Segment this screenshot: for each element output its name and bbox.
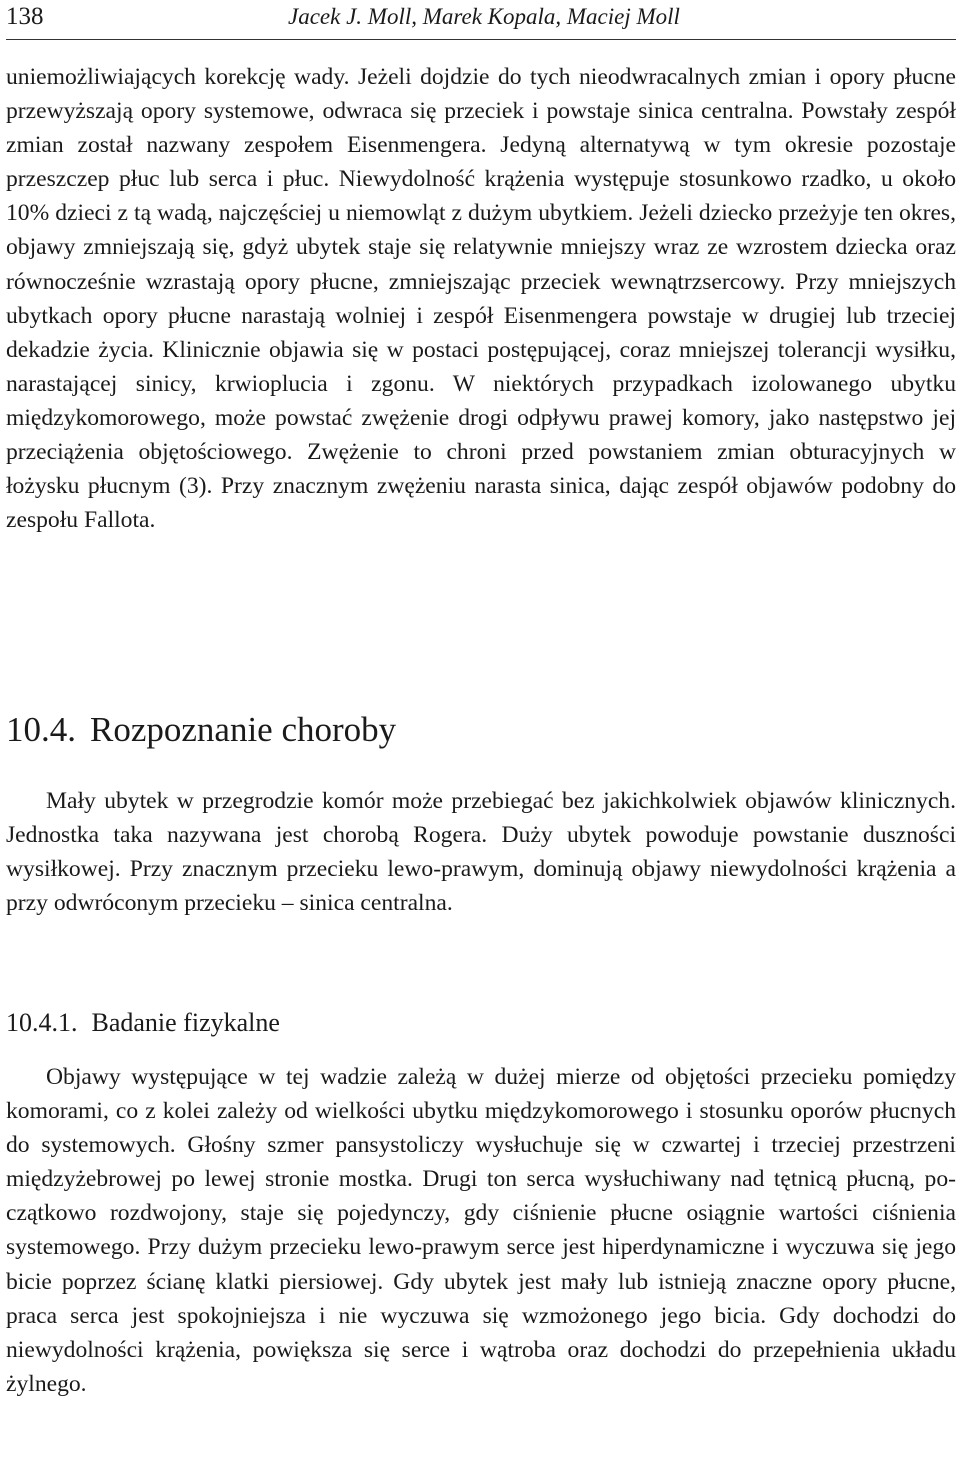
body-paragraph-1 xyxy=(6,60,956,537)
subsection-title: Badanie fizykalne xyxy=(91,1008,280,1037)
paragraph-text: Objawy występujące w tej wadzie zależą w dużej mierze od objętości przecieku pomiędzy komorami, co z kolei zależy od wielkości ubytku międzykomorowego i stosunku oporów płucnych do systemowych. Głośny szmer pansystoliczy wysłuchuje się w czwartej i trzeciej przestrzeni międzyżebrowej po lewej stronie mostka. Drugi ton serca wysłuchiwany nad tętnicą płucną, początkowo rozdwojony, staje się pojedynczy, gdy ciśnienie płucne osiągnie wartości ciśnienia systemowego. Przy dużym przecieku lewo-prawym serce jest hiperdynamiczne i wyczuwa się jego bicie poprzez ścianę klatki piersiowej. Gdy ubytek jest mały lub istnieją znaczne opory płucne, praca serca jest spokojniejsza i nie wyczuwa się wzmożonego jego bicia. Gdy dochodzi do niewydolności krążenia, powiększa się serce i wątroba oraz dochodzi do przepełnienia układu żylnego. xyxy=(6,1064,956,1397)
page-number: 138 xyxy=(6,3,44,30)
paragraph-text: uniemożliwiających korekcję wady. Jeżeli dojdzie do tych nieodwracalnych zmian i opory płucne przewyższają opory systemowe, odwraca się przeciek i powstaje sinica centralna. Powstały zespół zmian został nazwany zespołem Eisenmengera. Jedyną alternatywą w tym okresie pozostaje przeszczep płuc lub serca i płuc. Niewydolność krążenia występuje stosunkowo rzadko, u około 10% dzieci z tą wadą, najczęściej u niemowląt z dużym ubytkiem. Jeżeli dziecko przeżyje ten okres, objawy zmniejszają się, gdyż ubytek staje się relatywnie mniejszy wraz ze wzrostem dziecka oraz równocześnie wzrastają opory płucne, zmniejszając przeciek wewnątrzsercowy. Przy mniejszych ubytkach opory płucne narastają wolniej i zespół Eisenmengera powstaje w drugiej lub trzeciej dekadzie życia. Klinicznie objawia się w postaci postępującej, coraz mniejszej tolerancji wysiłku, narastającej sinicy, krwioplucia i zgonu. W niektórych przypadkach izolowanego ubytku międzykomorowego, może powstać zwężenie drogi odpływu prawej komory, jako następstwo jej przeciążenia objętościowego. Zwężenie to chroni przed powstaniem zmian obturacyjnych w łożysku płucnym (3). Przy znacznym zwężeniu narasta sinica, dając zespół objawów podobny do zespołu Fallota. xyxy=(6,64,956,534)
paragraph-text: Mały ubytek w przegrodzie komór może przebiegać bez jakichkolwiek objawów klinicznych. Jednostka taka nazywana jest chorobą Rogera. Duży ubytek powoduje powstanie duszności wysiłkowej. Przy znacznym przecieku lewo-prawym, dominują objawy niewydolności krążenia a przy odwróconym przecieku – sinica centralna. xyxy=(6,788,956,917)
section-title: Rozpoznanie choroby xyxy=(90,710,397,749)
running-header xyxy=(6,0,956,34)
section-number: 10.4. xyxy=(6,710,76,749)
body-paragraph-3 xyxy=(6,1060,956,1401)
header-rule xyxy=(6,39,956,40)
body-paragraph-2 xyxy=(6,784,956,920)
running-header-authors: Jacek J. Moll, Marek Kopala, Maciej Moll xyxy=(288,4,680,29)
subsection-number: 10.4.1. xyxy=(6,1008,78,1037)
section-heading xyxy=(6,710,396,750)
subsection-heading xyxy=(6,1006,280,1040)
